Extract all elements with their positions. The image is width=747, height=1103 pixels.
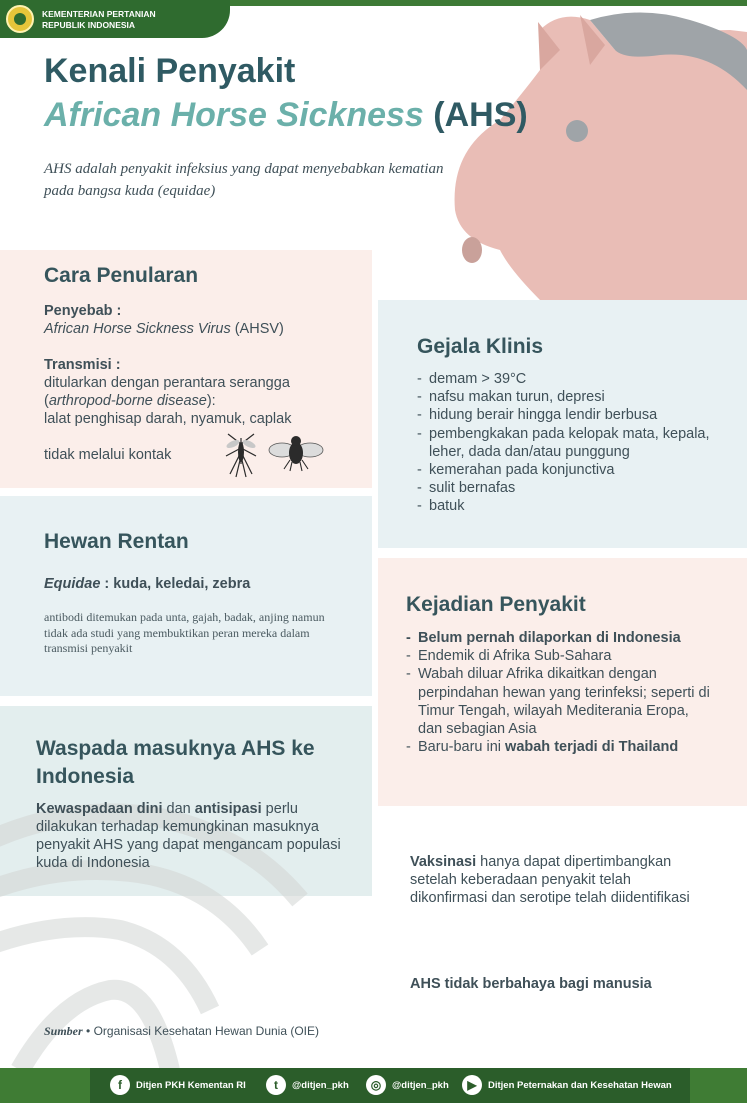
transmisi-line-3: lalat penghisap darah, nyamuk, caplak [44,411,292,427]
transmisi-line-2 [44,392,344,410]
waspada-mid: dan [162,801,195,817]
gejala-list [417,370,717,516]
penyebab-label: Penyebab : [44,303,122,319]
hewan-rentan-panel [0,496,372,696]
ministry-name [42,9,222,31]
facebook-handle: Ditjen PKH Kementan RI [136,1079,246,1091]
fly-icon [268,432,324,472]
ministry-line-2: REPUBLIK INDONESIA [42,20,136,30]
list-item: - nafsu makan turun, depresi [417,388,717,406]
list-item: - Endemik di Afrika Sub-Sahara [406,647,716,665]
instagram-handle: @ditjen_pkh [392,1079,449,1091]
instagram-icon: ◎ [366,1075,386,1095]
disease-name: African Horse Sickness [44,96,424,134]
footer-accent-right [690,1068,747,1103]
mosquito-icon [222,430,260,478]
paren-close: ): [206,393,216,409]
facebook-icon: f [110,1075,130,1095]
transmisi-description [44,374,344,428]
waspada-bold-2: antisipasi [194,801,262,817]
list-item: - Belum pernah dilaporkan di Indonesia [406,629,716,647]
virus-abbreviation: (AHSV) [230,321,284,337]
virus-name: African Horse Sickness Virus [44,321,231,337]
equidae-value: : kuda, keledai, zebra [100,576,251,592]
list-item: - sulit bernafas [417,479,717,497]
youtube-link[interactable] [462,1075,672,1095]
twitter-handle: @ditjen_pkh [292,1079,349,1091]
source-credit [44,1024,319,1039]
youtube-channel: Ditjen Peternakan dan Kesehatan Hewan [488,1079,672,1091]
cara-penularan-title: Cara Penularan [44,264,199,287]
antibodi-note: antibodi ditemukan pada unta, gajah, badak, anjing namun tidak ada studi yang membuktikan peran mereka dalam transmisi penyakit [44,610,325,655]
list-item: - batuk [417,497,717,515]
disease-abbreviation: (AHS) [433,96,528,134]
kejadian-item4-plain: Baru-baru ini [418,739,506,756]
footer-accent-left [0,1068,90,1103]
instagram-link[interactable] [366,1075,449,1095]
gejala-klinis-title: Gejala Klinis [417,335,544,358]
waspada-text [36,800,346,872]
youtube-icon: ▶ [462,1075,482,1095]
page-title-line-2 [44,96,528,135]
human-safety-note: AHS tidak berbahaya bagi manusia [410,976,652,992]
penyebab-value [44,320,284,338]
arthropod-borne-term: arthropod-borne disease [48,393,207,409]
ministry-line-1: KEMENTERIAN PERTANIAN [42,9,156,19]
transmisi-line-1: ditularkan dengan perantara serangga [44,375,290,391]
waspada-rest: perlu dilakukan terhadap kemungkinan masuknya penyakit AHS yang dapat mengancam populasi kuda di Indonesia [36,801,341,871]
source-separator: • [82,1024,94,1038]
waspada-title: Waspada masuknya AHS ke Indonesia [36,737,315,788]
header-accent-line [230,0,747,6]
source-value: Organisasi Kesehatan Hewan Dunia (OIE) [93,1024,320,1038]
intro-text: AHS adalah penyakit infeksius yang dapat menyebabkan kematian pada bangsa kuda (equidae) [44,161,444,199]
vaksinasi-bold: Vaksinasi [410,854,477,870]
list-item: - demam > 39°C [417,370,717,388]
list-item: - hidung berair hingga lendir berbusa [417,406,717,424]
list-item: - kemerahan pada konjunctiva [417,461,717,479]
list-item: - Wabah diluar Afrika dikaitkan dengan perpindahan hewan yang terinfeksi; seperti di Timur Tengah, wilayah Mediterania Eropa, dan sebagian Asia [406,665,716,738]
no-contact-note: tidak melalui kontak [44,447,172,463]
list-item: - pembengkakan pada kelopak mata, kepala, leher, dada dan/atau punggung [417,425,717,461]
hewan-rentan-title: Hewan Rentan [44,530,189,553]
vaksinasi-note [410,853,710,907]
kejadian-list [406,629,716,756]
twitter-link[interactable] [266,1075,349,1095]
vaksinasi-rest: hanya dapat dipertimbangkan setelah keberadaan penyakit telah dikonfirmasi dan serotipe telah diidentifikasi [410,854,690,906]
kejadian-penyakit-title: Kejadian Penyakit [406,593,586,616]
twitter-icon: t [266,1075,286,1095]
horse-head-illustration [440,10,747,300]
page-title-line-1: Kenali Penyakit [44,52,296,90]
paren-open: ( [44,393,49,409]
list-item [406,738,716,756]
equidae-line [44,575,250,593]
source-label: Sumber [44,1024,83,1038]
facebook-link[interactable] [110,1075,246,1095]
kejadian-item4-bold: wabah terjadi di Thailand [505,739,679,756]
waspada-bold-1: Kewaspadaan dini [36,801,163,817]
equidae-label: Equidae [44,576,101,592]
ministry-emblem-icon [6,5,34,33]
transmisi-label: Transmisi : [44,357,121,373]
